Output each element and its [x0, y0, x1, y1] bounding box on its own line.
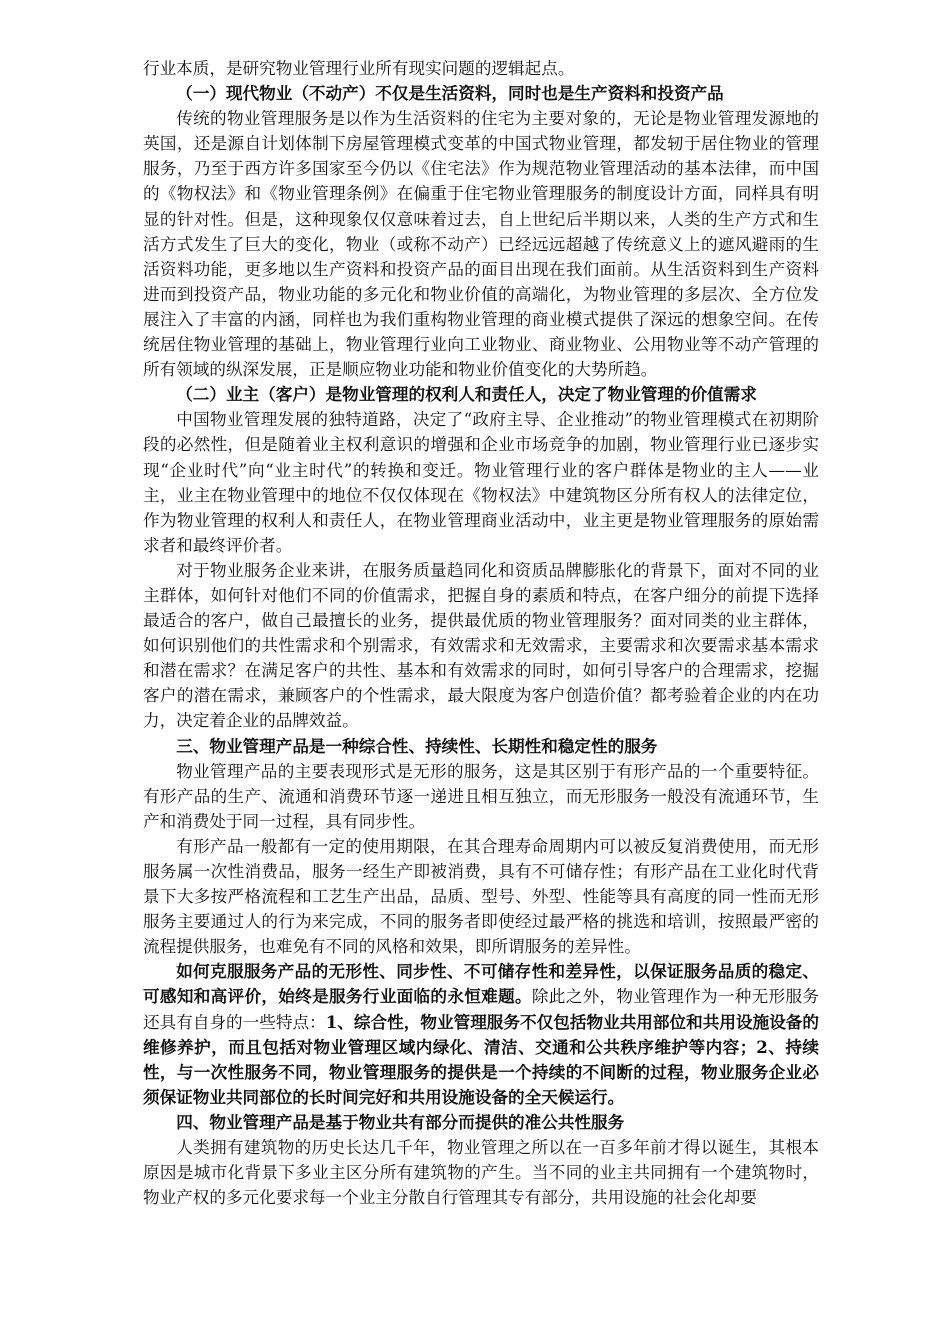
document-page	[143, 56, 819, 1210]
opening-line: 行业本质，是研究物业管理行业所有现实问题的逻辑起点。	[143, 59, 575, 78]
section-heading-property-as-asset: （一）现代物业（不动产）不仅是生活资料，同时也是生产资料和投资产品	[176, 83, 724, 104]
body-paragraph: 有形产品一般都有一定的使用期限，在其合理寿命周期内可以被反复消费使用，而无形服务属一次性消费品，服务一经生产即被消费，具有不可储存性；有形产品在工业化时代背景下大多按严格流程和工艺生产出品，品质、型号、外型、性能等具有高度的同一性而无形服务主要通过人的行为来完成，不同的服务者即使经过最严格的挑选和培训，按照最严密的流程提供服务，也难免有不同的风格和效果，即所谓服务的差异性。	[143, 836, 819, 957]
bold-segment: 如何克服服务产品的无形性、同步性、不可储存性和差异性，以保证服务品质的稳定、可感知和高评价，始终是服务行业面临的永恒难题。	[143, 961, 819, 1007]
bold-segment: 1、综合性，物业管理服务不仅包括物业共用部位和共用设施设备的维修养护，而且包括对物业管理区域内绿化、清洁、交通和公共秩序维护等内容；2、持续性，与一次性服务不同，物业管理服务的提供是一个持续的不间断的过程，物业服务企业必须保证物业共同部位的长时间完好和共用设施设备的全天候运行。	[143, 1011, 820, 1107]
body-paragraph: 人类拥有建筑物的历史长达几千年，物业管理之所以在一百多年前才得以诞生，其根本原因是城市化背景下多业主区分所有建筑物的产生。当不同的业主共同拥有一个建筑物时，物业产权的多元化要求每一个业主分散自行管理其专有部分，共用设施的社会化却要	[143, 1138, 819, 1208]
body-paragraph: 中国物业管理发展的独特道路，决定了“政府主导、企业推动”的物业管理模式在初期阶段的必然性，但是随着业主权利意识的增强和企业市场竞争的加剧，物业管理行业已逐步实现“企业时代”向“业主时代”的转换和变迁。物业管理行业的客户群体是物业的主人——业主，业主在物业管理中的地位不仅仅体现在《物权法》中建筑物区分所有权人的法律定位，作为物业管理的权利人和责任人，在物业管理商业活动中，业主更是物业管理服务的原始需求者和最终评价者。	[143, 410, 819, 555]
section-heading-owner-as-rights-holder: （二）业主（客户）是物业管理的权利人和责任人，决定了物业管理的价值需求	[176, 384, 757, 405]
mixed-emphasis-paragraph	[143, 959, 819, 1110]
section-heading-quasi-public-service: 四、物业管理产品是基于物业共有部分而提供的准公共性服务	[176, 1111, 625, 1132]
body-paragraph: 传统的物业管理服务是以作为生活资料的住宅为主要对象的，无论是物业管理发源地的英国，还是源自计划体制下房屋管理模式变革的中国式物业管理，都发轫于居住物业的管理服务，乃至于西方许多国家至今仍以《住宅法》作为规范物业管理活动的基本法律，而中国的《物权法》和《物业管理条例》在偏重于住宅物业管理服务的制度设计方面，同样具有明显的针对性。但是，这种现象仅仅意味着过去，自上世纪后半期以来，人类的生产方式和生活方式发生了巨大的变化，物业（或称不动产）已经远远超越了传统意义上的遮风避雨的生活资料功能，更多地以生产资料和投资产品的面目出现在我们面前。从生活资料到生产资料进而到投资产品，物业功能的多元化和物业价值的高端化，为物业管理的多层次、全方位发展注入了丰富的内涵，同样也为我们重构物业管理的商业模式提供了深远的想象空间。在传统居住物业管理的基础上，物业管理行业向工业物业、商业物业、公用物业等不动产管理的所有领域的纵深发展，正是顺应物业功能和物业价值变化的大势所趋。	[143, 109, 819, 380]
regular-segment: 除此之外，物业管理作为一种无形服务还具有自身的一些特点：	[143, 987, 820, 1032]
body-paragraph: 物业管理产品的主要表现形式是无形的服务，这是其区别于有形产品的一个重要特征。有形产品的生产、流通和消费环节逐一递进且相互独立，而无形服务一般没有流通环节，生产和消费处于同一过程，具有同步性。	[143, 761, 819, 831]
body-paragraph: 对于物业服务企业来讲，在服务质量趋同化和资质品牌膨胀化的背景下，面对不同的业主群体，如何针对他们不同的价值需求，把握自身的素质和特点，在客户细分的前提下选择最适合的客户，做自己最擅长的业务，提供最优质的物业管理服务？面对同类的业主群体，如何识别他们的共性需求和个别需求，有效需求和无效需求，主要需求和次要需求基本需求和潜在需求？在满足客户的共性、基本和有效需求的同时，如何引导客户的合理需求，挖掘客户的潜在需求，兼顾客户的个性需求，最大限度为客户创造价值？都考验着企业的内在功力，决定着企业的品牌效益。	[143, 560, 819, 731]
section-heading-service-nature: 三、物业管理产品是一种综合性、持续性、长期性和稳定性的服务	[176, 735, 658, 756]
